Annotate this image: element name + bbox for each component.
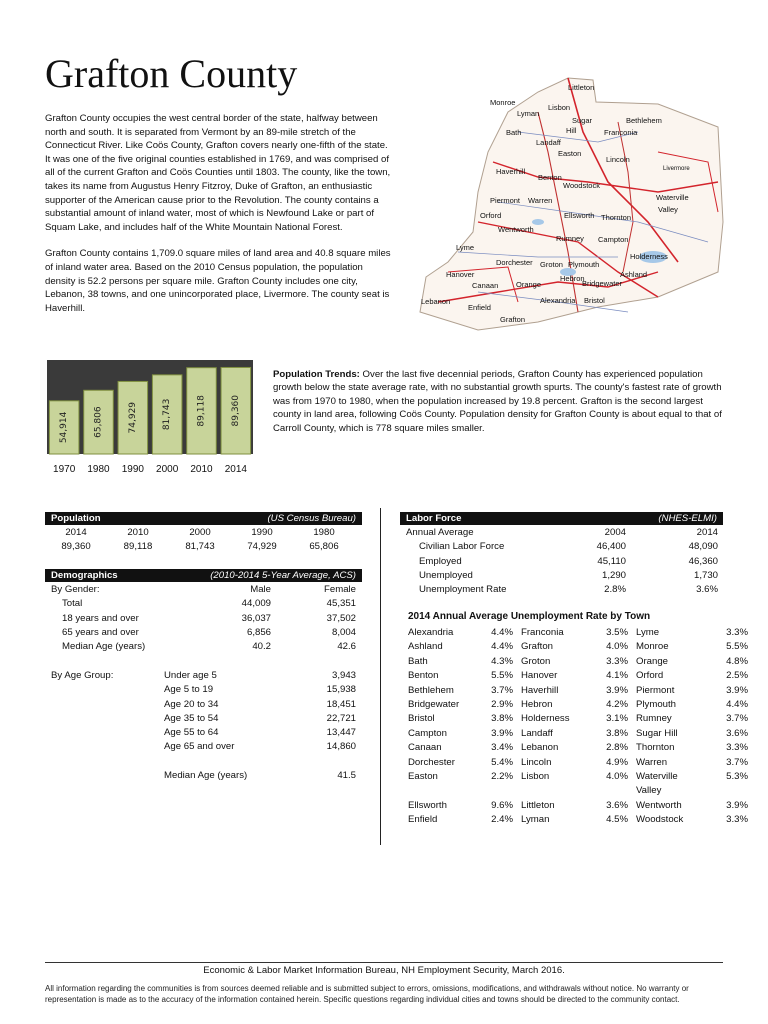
value-cell: 89,118 bbox=[123, 541, 153, 553]
female-value: 8,004 bbox=[331, 626, 356, 638]
town-name: Wentworth bbox=[636, 799, 682, 811]
intro-paragraph: Grafton County contains 1,709.0 square miles of land area and 40.8 square miles of inland water area. Based on the 2010 Census population, the population density is 52.2 persons per square mile. Grafton County includes one city, Lebanon, 38 towns, and one unincorporated place, Livermore. The county seat is Haverhill. bbox=[45, 248, 391, 314]
year-cell: 1990 bbox=[251, 527, 273, 538]
town-rate: 4.0% bbox=[606, 641, 628, 653]
by-age-label: By Age Group: bbox=[51, 670, 114, 681]
year-2014: 2014 bbox=[696, 527, 718, 538]
town-name: Ellsworth bbox=[408, 799, 447, 811]
chart-data-label: 74,929 bbox=[127, 401, 138, 434]
male-header: Male bbox=[250, 584, 271, 595]
population-bar-chart bbox=[45, 356, 255, 478]
town-name: Warren bbox=[636, 756, 668, 768]
male-value: 40.2 bbox=[252, 641, 271, 653]
town-name: Lisbon bbox=[521, 771, 550, 783]
labor-force-header bbox=[400, 512, 723, 525]
row-label: 18 years and over bbox=[62, 612, 139, 624]
chart-data-label: 54,914 bbox=[59, 411, 70, 444]
town-name: Franconia bbox=[521, 627, 564, 638]
year-cell: 2014 bbox=[65, 527, 87, 538]
table-row bbox=[51, 597, 356, 611]
unemployment-title: 2014 Annual Average Unemployment Rate by Town bbox=[408, 611, 651, 622]
town-rate: 4.4% bbox=[491, 627, 513, 638]
map-label: Livermore bbox=[663, 166, 690, 172]
map-label: Groton bbox=[540, 260, 563, 269]
map-label: Alexandria bbox=[540, 296, 576, 305]
gender-table bbox=[51, 583, 356, 654]
chart-tick-label: 1980 bbox=[87, 464, 110, 475]
town-name: Ashland bbox=[408, 641, 443, 653]
map-label: Thornton bbox=[601, 213, 632, 222]
town-name: Hebron bbox=[521, 699, 553, 711]
town-name: Orford bbox=[636, 670, 664, 682]
town-rate: 2.4% bbox=[491, 814, 513, 826]
table-row bbox=[51, 612, 356, 626]
map-label: Bridgewater bbox=[582, 279, 623, 288]
chart-tick-label: 2010 bbox=[190, 464, 213, 475]
age-label: Age 65 and over bbox=[164, 741, 235, 753]
map-label: Franconia bbox=[604, 128, 638, 137]
value-cell: 65,806 bbox=[309, 541, 339, 553]
table-row bbox=[51, 740, 356, 754]
row-label: 65 years and over bbox=[62, 626, 139, 638]
age-value: 14,860 bbox=[326, 741, 356, 753]
town-rate: 3.7% bbox=[491, 684, 513, 696]
town-name: Lebanon bbox=[521, 742, 559, 754]
age-value: 3,943 bbox=[331, 670, 356, 681]
town-rate: 5.5% bbox=[726, 641, 748, 653]
table-row bbox=[406, 526, 718, 540]
table-row bbox=[51, 626, 356, 640]
town-name: Plymouth bbox=[636, 699, 676, 711]
labor-force-source: (NHES-ELMI) bbox=[658, 513, 717, 524]
town-rate: 3.3% bbox=[726, 814, 748, 826]
chart-tick-label: 1990 bbox=[121, 464, 144, 475]
town-name: Woodstock bbox=[636, 814, 684, 826]
value-2004: 45,110 bbox=[597, 555, 626, 567]
town-name: Bridgewater bbox=[408, 699, 460, 711]
table-row bbox=[408, 669, 748, 683]
town-name: Bath bbox=[408, 655, 428, 667]
median-age-value: 41.5 bbox=[337, 770, 356, 782]
trends-text: Over the last five decennial periods, Grafton County has experienced population growth below the state average rate, with no substantial growth spurts. The county's fastest rate of growth was from 1970 to 1980, when the population increased by 19.8 percent. Grafton is the second largest county in land area, following Coös County. Population density for Grafton County is about equal to that of Carroll County, which is 778 square miles smaller. bbox=[273, 369, 722, 434]
footer-credit: Economic & Labor Market Information Bureau, NH Employment Security, March 2016. bbox=[203, 965, 565, 976]
town-name: Monroe bbox=[636, 641, 669, 653]
unemployment-table bbox=[408, 626, 748, 828]
value-2014: 1,730 bbox=[693, 569, 718, 581]
table-row bbox=[408, 640, 748, 654]
annual-average-label: Annual Average bbox=[406, 527, 474, 538]
table-row bbox=[406, 540, 718, 554]
town-name: Thornton bbox=[636, 742, 675, 754]
map-label: Woodstock bbox=[563, 181, 600, 190]
map-label: Grafton bbox=[500, 315, 526, 324]
map-label: Littleton bbox=[568, 83, 595, 92]
town-rate: 3.9% bbox=[606, 684, 628, 696]
footer-divider bbox=[45, 962, 723, 963]
town-rate: 4.4% bbox=[726, 699, 748, 711]
town-name: Bristol bbox=[408, 713, 435, 725]
age-label: Age 35 to 54 bbox=[164, 712, 219, 724]
table-row bbox=[51, 583, 356, 597]
town-rate: 4.2% bbox=[606, 699, 628, 711]
value-2004: 46,400 bbox=[596, 541, 626, 553]
town-rate: 3.7% bbox=[726, 713, 748, 725]
town-rate: 9.6% bbox=[491, 799, 513, 811]
town-name: Benton bbox=[408, 670, 439, 682]
map-label: Waterville bbox=[656, 193, 689, 202]
table-row bbox=[51, 698, 356, 712]
map-label: Campton bbox=[598, 235, 629, 244]
town-rate: 3.8% bbox=[491, 713, 513, 725]
value-2014: 48,090 bbox=[688, 541, 718, 553]
chart-tick-label: 1970 bbox=[53, 464, 76, 475]
map-label: Dorchester bbox=[496, 258, 533, 267]
age-value: 13,447 bbox=[326, 727, 356, 739]
map-label: Lebanon bbox=[421, 297, 451, 306]
column-divider bbox=[380, 508, 381, 845]
county-description bbox=[45, 112, 395, 328]
town-rate: 3.4% bbox=[491, 742, 513, 754]
page-title: Grafton County bbox=[45, 51, 298, 96]
table-row bbox=[408, 698, 748, 712]
town-rate: 3.8% bbox=[606, 727, 628, 739]
town-rate: 3.7% bbox=[726, 756, 748, 768]
map-label: Bethlehem bbox=[626, 116, 662, 125]
value-cell: 81,743 bbox=[185, 541, 215, 553]
map-label: Ellsworth bbox=[564, 211, 595, 220]
year-2004: 2004 bbox=[604, 527, 626, 538]
town-rate: 4.0% bbox=[606, 771, 628, 783]
map-label: Orford bbox=[480, 211, 502, 220]
age-label: Age 20 to 34 bbox=[164, 698, 219, 710]
demographics-header bbox=[45, 569, 362, 582]
town-rate: 4.4% bbox=[491, 641, 513, 653]
row-label: Employed bbox=[419, 555, 462, 567]
age-label: Age 5 to 19 bbox=[164, 684, 214, 696]
map-label: Lincoln bbox=[606, 155, 630, 164]
table-row bbox=[51, 769, 356, 783]
age-value: 22,721 bbox=[326, 712, 356, 724]
map-label: Lisbon bbox=[548, 103, 571, 112]
town-rate: 4.8% bbox=[726, 655, 748, 667]
table-row bbox=[51, 683, 356, 697]
table-row bbox=[408, 712, 748, 726]
town-rate: 4.3% bbox=[491, 655, 513, 667]
town-rate: 3.9% bbox=[726, 684, 748, 696]
population-header bbox=[45, 512, 362, 525]
town-name: Groton bbox=[521, 655, 551, 667]
chart-tick-label: 2014 bbox=[224, 464, 247, 475]
table-row bbox=[406, 569, 718, 583]
map-label: Piermont bbox=[490, 196, 521, 205]
year-cell: 2000 bbox=[189, 527, 211, 538]
value-2014: 46,360 bbox=[688, 555, 718, 567]
town-rate: 5.3% bbox=[726, 771, 748, 783]
row-label: Unemployed bbox=[419, 569, 473, 581]
town-rate: 2.8% bbox=[606, 742, 628, 754]
table-row bbox=[51, 726, 356, 740]
demographics-title: Demographics bbox=[51, 570, 118, 581]
row-label: Median Age (years) bbox=[62, 641, 146, 653]
intro-paragraph: Grafton County occupies the west central border of the state, halfway between north and south. It is separated from Vermont by an 89-mile stretch of the Connecticut River. Like Coös County, Grafton covers nearly one-fifth of the state. It was one of the five original counties established in 1769, and was comprised of all of the current Grafton and Coös Counties until 1803. The county, like the town, takes its name from Augustus Henry Fitzroy, Duke of Grafton, an enthusiastic supporter of the American cause prior to the Revolution. The county contains a substantial amount of inland water, most of which is Newfound Lake or part of Squam Lake, and includes half of the White Mountain National Forest. bbox=[45, 113, 391, 233]
table-row bbox=[51, 712, 356, 726]
town-rate: 4.5% bbox=[606, 814, 628, 826]
town-rate: 2.5% bbox=[726, 670, 748, 682]
chart-data-label: 81,743 bbox=[162, 398, 173, 431]
map-label: Landaff bbox=[536, 138, 561, 147]
population-title: Population bbox=[51, 513, 101, 524]
town-name: Lincoln bbox=[521, 756, 552, 768]
map-label: Rumney bbox=[556, 234, 584, 243]
town-rate: 5.5% bbox=[491, 670, 513, 682]
town-rate: 3.3% bbox=[726, 742, 748, 754]
town-name: Canaan bbox=[408, 742, 442, 754]
row-label: Unemployment Rate bbox=[419, 584, 507, 596]
demographics-source: (2010-2014 5-Year Average, ACS) bbox=[210, 570, 356, 581]
table-row bbox=[51, 669, 356, 683]
town-name: Bethlehem bbox=[408, 684, 454, 696]
town-name: Holderness bbox=[521, 713, 570, 725]
footer-disclaimer: All information regarding the communities is from sources deemed reliable and is submitted subject to errors, omissions, modifications, and withdrawals without notice. No warranty or representation is made as to the accuracy of the information contained herein. Specific questions regarding individual cities and towns should be directed to the community contact. bbox=[45, 984, 689, 1004]
map-label: Lyme bbox=[456, 243, 475, 252]
map-label: Orange bbox=[516, 280, 542, 289]
town-name: Orange bbox=[636, 655, 668, 667]
by-gender-label: By Gender: bbox=[51, 584, 100, 595]
age-value: 18,451 bbox=[326, 698, 356, 710]
town-name: Lyman bbox=[521, 814, 550, 826]
county-map bbox=[418, 72, 728, 332]
male-value: 44,009 bbox=[241, 598, 271, 610]
table-row bbox=[408, 813, 748, 827]
population-table bbox=[45, 526, 355, 555]
table-row bbox=[408, 799, 748, 813]
town-rate: 4.1% bbox=[606, 670, 628, 682]
age-table bbox=[51, 669, 356, 783]
chart-tick-label: 2000 bbox=[156, 464, 179, 475]
town-name: Waterville Valley bbox=[636, 771, 678, 797]
map-label: Easton bbox=[558, 149, 582, 158]
town-name: Landaff bbox=[521, 727, 553, 739]
map-label: Valley bbox=[658, 205, 678, 214]
population-trends bbox=[273, 368, 723, 435]
row-label: Civilian Labor Force bbox=[419, 541, 505, 553]
value-cell: 89,360 bbox=[61, 541, 91, 553]
table-row bbox=[408, 741, 748, 755]
table-row bbox=[45, 526, 355, 540]
map-label: Holderness bbox=[630, 252, 668, 261]
map-label: Bath bbox=[506, 128, 522, 137]
map-label: Bristol bbox=[584, 296, 605, 305]
table-row bbox=[408, 770, 748, 799]
table-row bbox=[406, 583, 718, 597]
year-cell: 1980 bbox=[313, 527, 335, 538]
town-rate: 3.6% bbox=[726, 727, 748, 739]
male-value: 36,037 bbox=[241, 612, 271, 624]
town-name: Haverhill bbox=[521, 684, 559, 696]
town-name: Grafton bbox=[521, 641, 553, 653]
map-label: Monroe bbox=[490, 98, 516, 107]
town-name: Sugar Hill bbox=[636, 727, 678, 739]
year-cell: 2010 bbox=[127, 527, 149, 538]
table-row bbox=[408, 727, 748, 741]
map-label: Ashland bbox=[620, 270, 648, 279]
female-header: Female bbox=[324, 584, 356, 595]
chart-data-label: 65,806 bbox=[93, 406, 104, 438]
town-name: Piermont bbox=[636, 684, 675, 696]
town-name: Lyme bbox=[636, 627, 660, 638]
table-row bbox=[408, 684, 748, 698]
town-rate: 3.3% bbox=[726, 627, 748, 638]
map-label: Haverhill bbox=[496, 167, 526, 176]
female-value: 45,351 bbox=[326, 598, 356, 610]
table-row bbox=[406, 555, 718, 569]
town-rate: 5.4% bbox=[491, 756, 513, 768]
map-label: Wentworth bbox=[498, 225, 534, 234]
map-label: Hebron bbox=[560, 274, 585, 283]
chart-data-label: 89,360 bbox=[230, 394, 241, 427]
table-row bbox=[408, 655, 748, 669]
age-value: 15,938 bbox=[326, 684, 356, 696]
row-label: Total bbox=[62, 598, 83, 610]
town-rate: 2.2% bbox=[491, 771, 513, 783]
town-rate: 3.9% bbox=[491, 727, 513, 739]
town-rate: 3.1% bbox=[606, 713, 628, 725]
town-rate: 3.6% bbox=[606, 799, 628, 811]
table-row bbox=[408, 756, 748, 770]
town-name: Rumney bbox=[636, 713, 672, 725]
female-value: 37,502 bbox=[326, 612, 356, 624]
value-2004: 1,290 bbox=[601, 569, 626, 581]
chart-data-label: 89,118 bbox=[196, 395, 207, 427]
male-value: 6,856 bbox=[246, 626, 271, 638]
town-rate: 4.9% bbox=[606, 756, 628, 768]
age-label: Under age 5 bbox=[164, 670, 217, 681]
value-2004: 2.8% bbox=[604, 584, 626, 596]
map-label: Sugar bbox=[572, 116, 593, 125]
median-age-label: Median Age (years) bbox=[164, 770, 248, 782]
map-label: Benton bbox=[538, 173, 562, 182]
labor-force-table bbox=[406, 526, 718, 597]
trends-label: Population Trends: bbox=[273, 369, 360, 380]
population-source: (US Census Bureau) bbox=[267, 513, 356, 524]
table-row bbox=[45, 540, 355, 554]
town-name: Littleton bbox=[521, 799, 555, 811]
town-rate: 3.5% bbox=[606, 627, 628, 638]
town-name: Dorchester bbox=[408, 756, 455, 768]
map-label: Hanover bbox=[446, 270, 475, 279]
map-label: Canaan bbox=[472, 281, 499, 290]
map-label: Lyman bbox=[517, 109, 540, 118]
table-row bbox=[408, 626, 748, 640]
town-name: Enfield bbox=[408, 814, 438, 826]
town-rate: 2.9% bbox=[491, 699, 513, 711]
map-label: Warren bbox=[528, 196, 553, 205]
map-label: Hill bbox=[566, 126, 577, 135]
map-label: Enfield bbox=[468, 303, 491, 312]
map-label: Plymouth bbox=[568, 260, 600, 269]
value-cell: 74,929 bbox=[247, 541, 277, 553]
value-2014: 3.6% bbox=[696, 584, 718, 596]
table-row bbox=[51, 640, 356, 654]
town-name: Campton bbox=[408, 727, 447, 739]
town-name: Hanover bbox=[521, 670, 558, 682]
town-name: Alexandria bbox=[408, 627, 454, 638]
town-name: Easton bbox=[408, 771, 438, 783]
female-value: 42.6 bbox=[337, 641, 356, 653]
town-rate: 3.9% bbox=[726, 799, 748, 811]
age-label: Age 55 to 64 bbox=[164, 727, 219, 739]
town-rate: 3.3% bbox=[606, 655, 628, 667]
labor-force-title: Labor Force bbox=[406, 513, 462, 524]
